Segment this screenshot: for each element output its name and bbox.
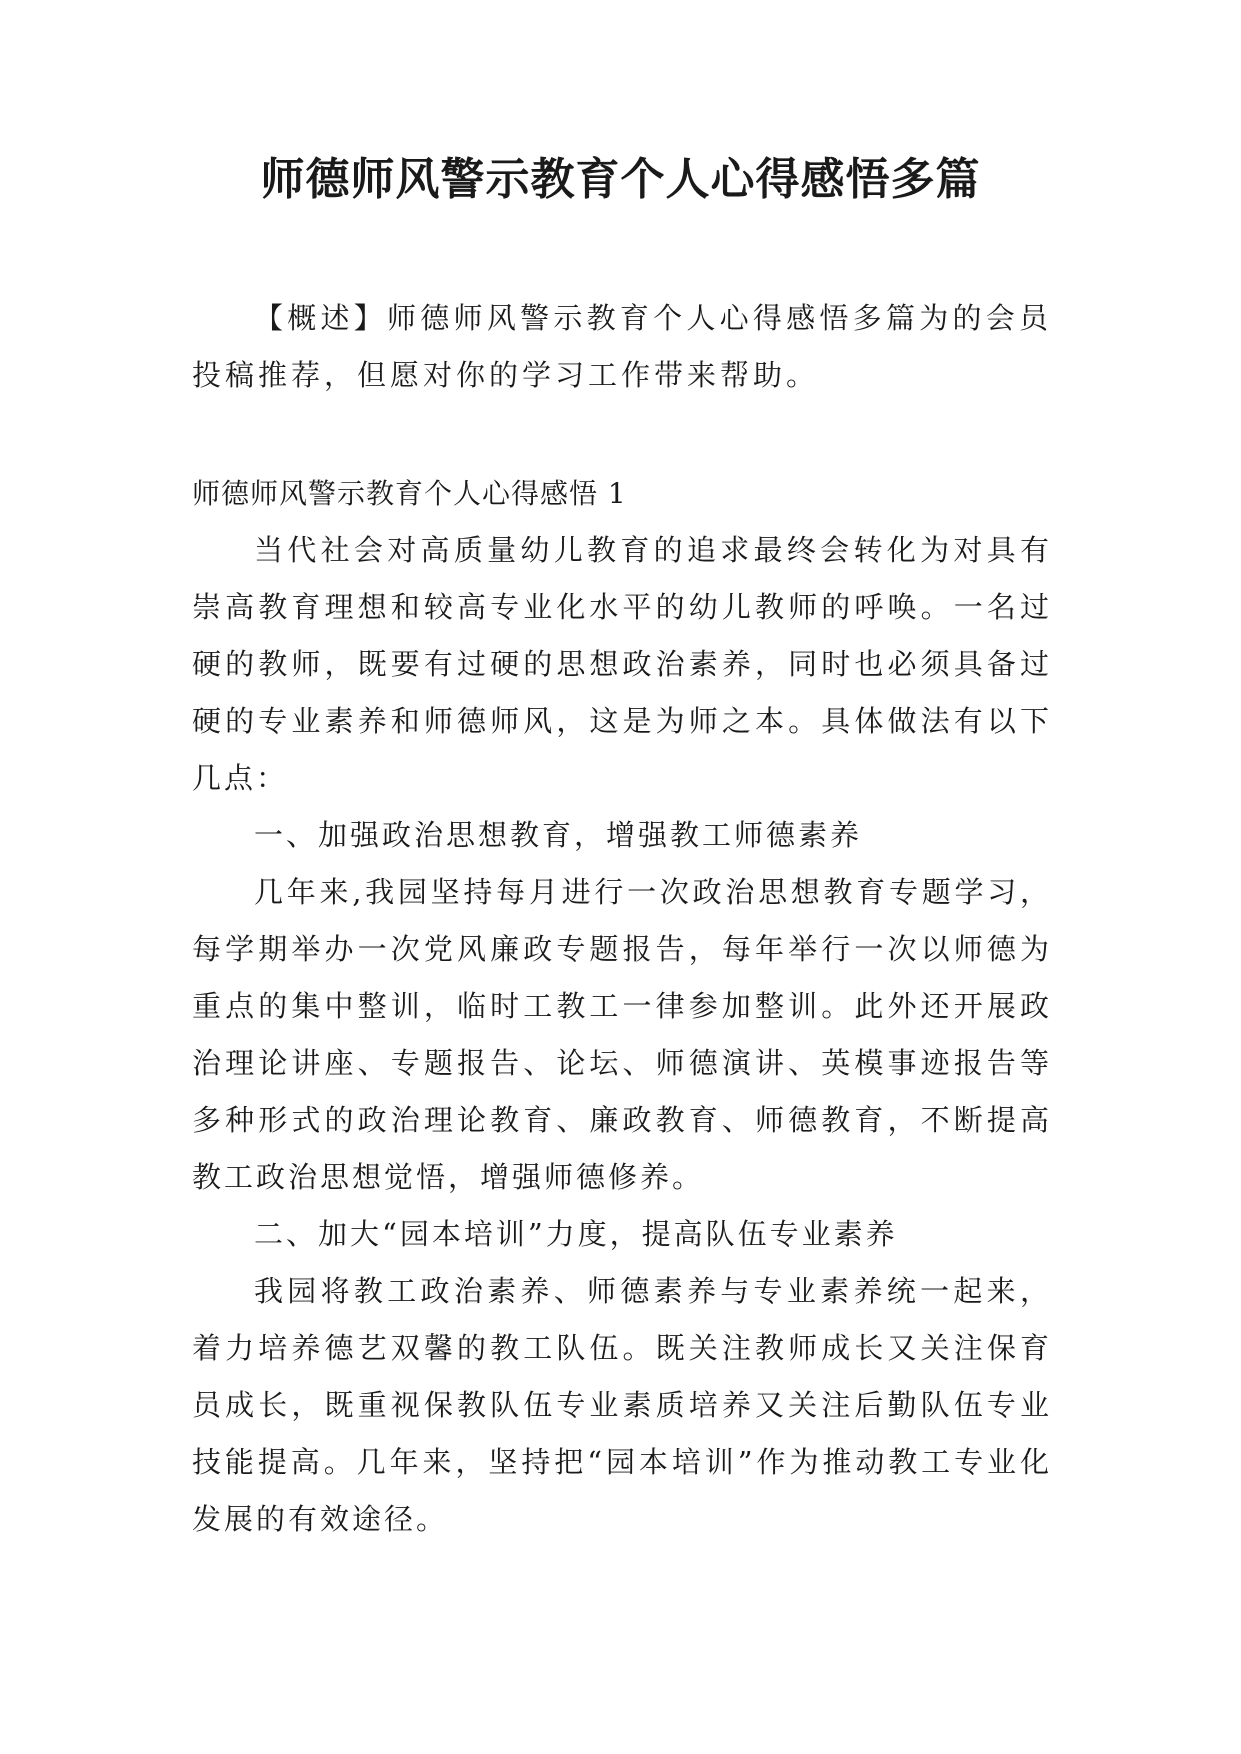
document-title: 师德师风警示教育个人心得感悟多篇 [260,154,981,205]
summary-block [192,290,1052,404]
heading-1: 一、加强政治思想教育，增强教工师德素养 [254,818,863,852]
body-paragraph-1: 当代社会对高质量幼儿教育的追求最终会转化为对具有崇高教育理想和较高专业化水平的幼儿教师的呼唤。一名过硬的教师，既要有过硬的思想政治素养，同时也必须具备过硬的专业素养和师德师风，这是为师之本。具体做法有以下几点： [192,533,1052,795]
article-body [192,465,1052,1548]
body-paragraph-3: 我园将教工政治素养、师德素养与专业素养统一起来，着力培养德艺双馨的教工队伍。既关注教师成长又关注保育员成长，既重视保教队伍专业素质培养又关注后勤队伍专业技能提高。几年来，坚持把“园本培训”作为推动教工专业化发展的有效途径。 [192,1274,1052,1536]
body-paragraph-2: 几年来,我园坚持每月进行一次政治思想教育专题学习，每学期举办一次党风廉政专题报告，每年举行一次以师德为重点的集中整训，临时工教工一律参加整训。此外还开展政治理论讲座、专题报告、论坛、师德演讲、英模事迹报告等多种形式的政治理论教育、廉政教育、师德教育，不断提高教工政治思想觉悟，增强师德修养。 [192,875,1052,1194]
section-title: 师德师风警示教育个人心得感悟 1 [192,477,627,510]
heading-2: 二、加大“园本培训”力度，提高队伍专业素养 [254,1217,898,1251]
summary-paragraph: 【概述】师德师风警示教育个人心得感悟多篇为的会员投稿推荐，但愿对你的学习工作带来帮助。 [192,301,1052,392]
